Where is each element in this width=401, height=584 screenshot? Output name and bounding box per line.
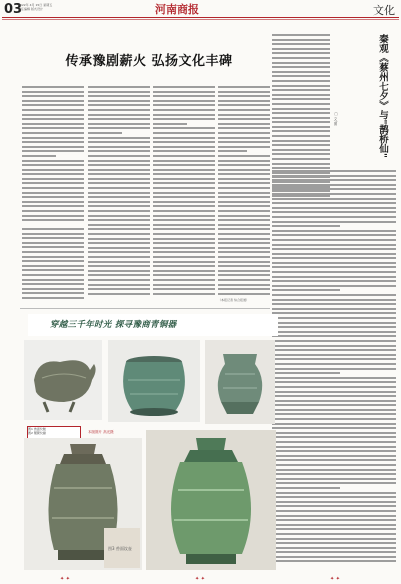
- bronze-photo-4: [24, 438, 142, 570]
- page-number: 03: [4, 2, 23, 17]
- issue-editors: 责任编辑 版式设计: [18, 7, 43, 11]
- article-column-1b: [22, 228, 84, 304]
- header-rule-thin: [2, 19, 399, 20]
- newspaper-name: 河南商报: [155, 3, 199, 16]
- photo-caption-1: 图1 兽面纹觥: [28, 427, 46, 431]
- bronze-photo-2: [108, 340, 200, 422]
- footer-ornament-right: ✦ ✦: [330, 576, 340, 582]
- issue-meta: [18, 3, 78, 11]
- side-article-body: [272, 170, 396, 570]
- side-article-byline: □ 文/图: [334, 112, 338, 126]
- article-column-4: [218, 86, 270, 304]
- footer-ornament-mid: ✦ ✦: [195, 576, 205, 582]
- bronze-photo-3: [205, 340, 275, 424]
- photo-caption-2: 图2 饕餮纹罍: [28, 431, 46, 435]
- article-source-note: （本报记者 综合报道）: [218, 298, 249, 302]
- section-divider: [20, 308, 270, 309]
- photo-caption-3: 图3 兽面纹壶: [108, 546, 132, 551]
- bronze-photo-5: [146, 430, 276, 570]
- article-column-2: [88, 86, 150, 304]
- photo-credit: 本版图片 高光摄: [88, 430, 114, 434]
- issue-date: 2022年 4月 15日 星期五: [18, 3, 53, 7]
- bronze-photo-1: [24, 340, 102, 420]
- article-column-1: [22, 86, 84, 224]
- side-article-title: 秦观《蔡州七夕》与"鹊桥仙": [377, 34, 388, 158]
- header-rule: [2, 17, 399, 18]
- section-name: 文化: [373, 4, 395, 17]
- main-headline: 传承豫剧薪火 弘扬文化丰碑: [65, 54, 233, 69]
- article-column-3: [153, 86, 215, 304]
- feature-banner-text: 穿越三千年时光 探寻豫商青铜器: [50, 320, 177, 330]
- footer-ornament-left: ✦ ✦: [60, 576, 70, 582]
